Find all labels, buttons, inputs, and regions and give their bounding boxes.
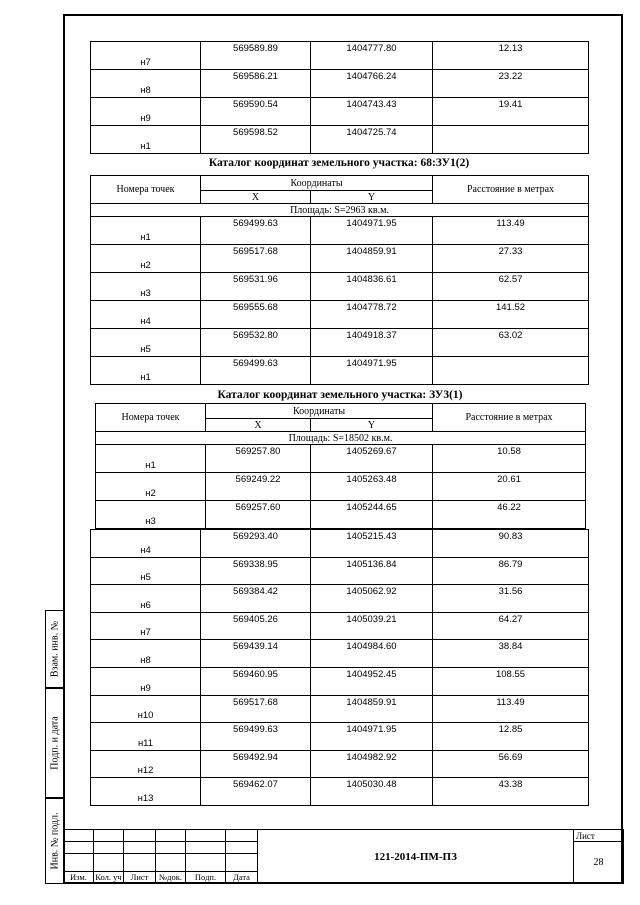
y-cell: 1404836.61 (311, 273, 433, 301)
point-name-cell: н8 (91, 640, 201, 668)
side-label-replaced-inv: Взам. инв. № (49, 620, 60, 678)
point-name-cell: н5 (91, 329, 201, 357)
distance-cell: 20.61 (433, 473, 586, 501)
col-header-coords-2: Координаты (206, 404, 433, 419)
distance-cell: 113.49 (433, 695, 589, 723)
y-cell: 1404971.95 (311, 357, 433, 385)
coord-row (91, 273, 589, 301)
point-name-cell: н4 (91, 530, 201, 558)
distance-cell: 63.02 (433, 329, 589, 357)
distance-cell: 12.13 (433, 42, 589, 70)
col-header-distance: Расстояние в метрах (433, 176, 589, 204)
distance-cell: 12.85 (433, 723, 589, 751)
point-name-cell: н8 (91, 70, 201, 98)
stamp-izm: Изм. (64, 871, 94, 883)
distance-cell: 86.79 (433, 557, 589, 585)
point-name-cell: н7 (91, 612, 201, 640)
area-row: Площадь: S=2963 кв.м. (91, 204, 589, 217)
point-name-cell: н2 (96, 473, 206, 501)
stamp-list: Лист (124, 871, 156, 883)
x-cell: 569517.68 (201, 245, 311, 273)
point-name-cell: н13 (91, 778, 201, 806)
y-cell: 1405030.48 (311, 778, 433, 806)
distance-cell: 141.52 (433, 301, 589, 329)
y-cell: 1404766.24 (311, 70, 433, 98)
y-cell: 1404778.72 (311, 301, 433, 329)
coord-row (91, 42, 589, 70)
point-name-cell: н9 (91, 667, 201, 695)
y-cell: 1404982.92 (311, 750, 433, 778)
coord-row (91, 217, 589, 245)
point-name-cell: н5 (91, 557, 201, 585)
y-cell: 1404859.91 (311, 245, 433, 273)
y-cell: 1405136.84 (311, 557, 433, 585)
stamp-kol: Кол. уч (95, 872, 122, 883)
x-cell: 569338.95 (201, 557, 311, 585)
side-label-sign-date: Подп. и дата (49, 716, 60, 770)
coord-row (91, 667, 589, 695)
coord-row (91, 98, 589, 126)
x-cell: 569531.96 (201, 273, 311, 301)
y-cell: 1404971.95 (311, 723, 433, 751)
x-cell: 569517.68 (201, 695, 311, 723)
x-cell: 569590.54 (201, 98, 311, 126)
y-cell: 1404984.60 (311, 640, 433, 668)
distance-cell: 108.55 (433, 667, 589, 695)
y-cell: 1404971.95 (311, 217, 433, 245)
col-header-points: Номера точек (91, 176, 201, 204)
distance-cell: 23.22 (433, 70, 589, 98)
coord-row (91, 640, 589, 668)
coord-table-1 (90, 175, 589, 385)
coord-row (96, 501, 586, 529)
coord-row (91, 357, 589, 385)
point-name-cell: н1 (96, 445, 206, 473)
coord-row (91, 723, 589, 751)
side-label-orig-inv: Инв. № подл. (49, 812, 60, 870)
x-cell: 569293.40 (201, 530, 311, 558)
coord-table-continued (90, 41, 589, 154)
coord-row (96, 445, 586, 473)
y-cell: 1405215.43 (311, 530, 433, 558)
distance-cell: 62.57 (433, 273, 589, 301)
coord-row (96, 473, 586, 501)
sheet-number: 28 (574, 842, 624, 884)
coord-row (91, 585, 589, 613)
y-cell: 1404777.80 (311, 42, 433, 70)
x-cell: 569586.21 (201, 70, 311, 98)
distance-cell: 31.56 (433, 585, 589, 613)
point-name-cell: н9 (91, 98, 201, 126)
x-cell: 569460.95 (201, 667, 311, 695)
distance-cell: 10.58 (433, 445, 586, 473)
coord-table-2-cont (90, 529, 589, 806)
point-name-cell: н2 (91, 245, 201, 273)
col-header-y: Y (311, 191, 433, 204)
side-field-sign-date (45, 688, 63, 798)
point-name-cell: н11 (91, 723, 201, 751)
distance-cell: 38.84 (433, 640, 589, 668)
point-name-cell: н3 (91, 273, 201, 301)
sheet-label: Лист (574, 830, 624, 842)
point-name-cell: н1 (91, 217, 201, 245)
side-field-replaced-inv (45, 610, 63, 688)
y-cell: 1404725.74 (311, 126, 433, 154)
distance-cell (433, 357, 589, 385)
coord-row (91, 695, 589, 723)
point-name-cell: н3 (96, 501, 206, 529)
col-header-x: X (201, 191, 311, 204)
coord-row (91, 126, 589, 154)
distance-cell: 43.38 (433, 778, 589, 806)
y-cell: 1405269.67 (311, 445, 433, 473)
point-name-cell: н10 (91, 695, 201, 723)
col-header-coords: Координаты (201, 176, 433, 191)
coord-row (91, 557, 589, 585)
x-cell: 569499.63 (201, 217, 311, 245)
x-cell: 569405.26 (201, 612, 311, 640)
y-cell: 1405244.65 (311, 501, 433, 529)
title-block (63, 829, 624, 884)
area-row-2: Площадь: S=18502 кв.м. (96, 432, 586, 445)
y-cell: 1404743.43 (311, 98, 433, 126)
col-header-points-2: Номера точек (96, 404, 206, 432)
x-cell: 569555.68 (201, 301, 311, 329)
col-header-distance-2: Расстояние в метрах (433, 404, 586, 432)
catalog-title-2: Каталог координат земельного участка: ЗУ3(1) (217, 389, 463, 401)
x-cell: 569249.22 (206, 473, 311, 501)
distance-cell: 56.69 (433, 750, 589, 778)
x-cell: 569384.42 (201, 585, 311, 613)
point-name-cell: н6 (91, 585, 201, 613)
stamp-podp: Подп. (186, 871, 226, 883)
x-cell: 569499.63 (201, 723, 311, 751)
coord-row (91, 70, 589, 98)
coord-row (91, 612, 589, 640)
x-cell: 569492.94 (201, 750, 311, 778)
y-cell: 1405263.48 (311, 473, 433, 501)
x-cell: 569499.63 (201, 357, 311, 385)
y-cell: 1404918.37 (311, 329, 433, 357)
coord-row (91, 245, 589, 273)
coord-row (91, 301, 589, 329)
side-field-orig-inv (45, 798, 63, 884)
point-name-cell: н1 (91, 357, 201, 385)
distance-cell: 46.22 (433, 501, 586, 529)
x-cell: 569589.89 (201, 42, 311, 70)
distance-cell (433, 126, 589, 154)
coord-row (91, 530, 589, 558)
x-cell: 569257.60 (206, 501, 311, 529)
coord-row (91, 750, 589, 778)
distance-cell: 113.49 (433, 217, 589, 245)
point-name-cell: н4 (91, 301, 201, 329)
point-name-cell: н7 (91, 42, 201, 70)
point-name-cell: н1 (91, 126, 201, 154)
x-cell: 569532.80 (201, 329, 311, 357)
y-cell: 1405039.21 (311, 612, 433, 640)
distance-cell: 19.41 (433, 98, 589, 126)
distance-cell: 90.83 (433, 530, 589, 558)
y-cell: 1404952.45 (311, 667, 433, 695)
coord-row (91, 778, 589, 806)
distance-cell: 64.27 (433, 612, 589, 640)
catalog-title-1: Каталог координат земельного участка: 68:ЗУ1(2) (208, 157, 470, 169)
y-cell: 1405062.92 (311, 585, 433, 613)
coord-row (91, 329, 589, 357)
stamp-data: Дата (226, 871, 258, 883)
x-cell: 569439.14 (201, 640, 311, 668)
document-code: 121-2014-ПМ-ПЗ (258, 830, 574, 884)
point-name-cell: н12 (91, 750, 201, 778)
x-cell: 569462.07 (201, 778, 311, 806)
distance-cell: 27.33 (433, 245, 589, 273)
col-header-y-2: Y (311, 419, 433, 432)
y-cell: 1404859.91 (311, 695, 433, 723)
col-header-x-2: X (206, 419, 311, 432)
stamp-ndok: №док. (156, 871, 186, 883)
x-cell: 569257.80 (206, 445, 311, 473)
x-cell: 569598.52 (201, 126, 311, 154)
coord-table-2 (95, 403, 586, 529)
